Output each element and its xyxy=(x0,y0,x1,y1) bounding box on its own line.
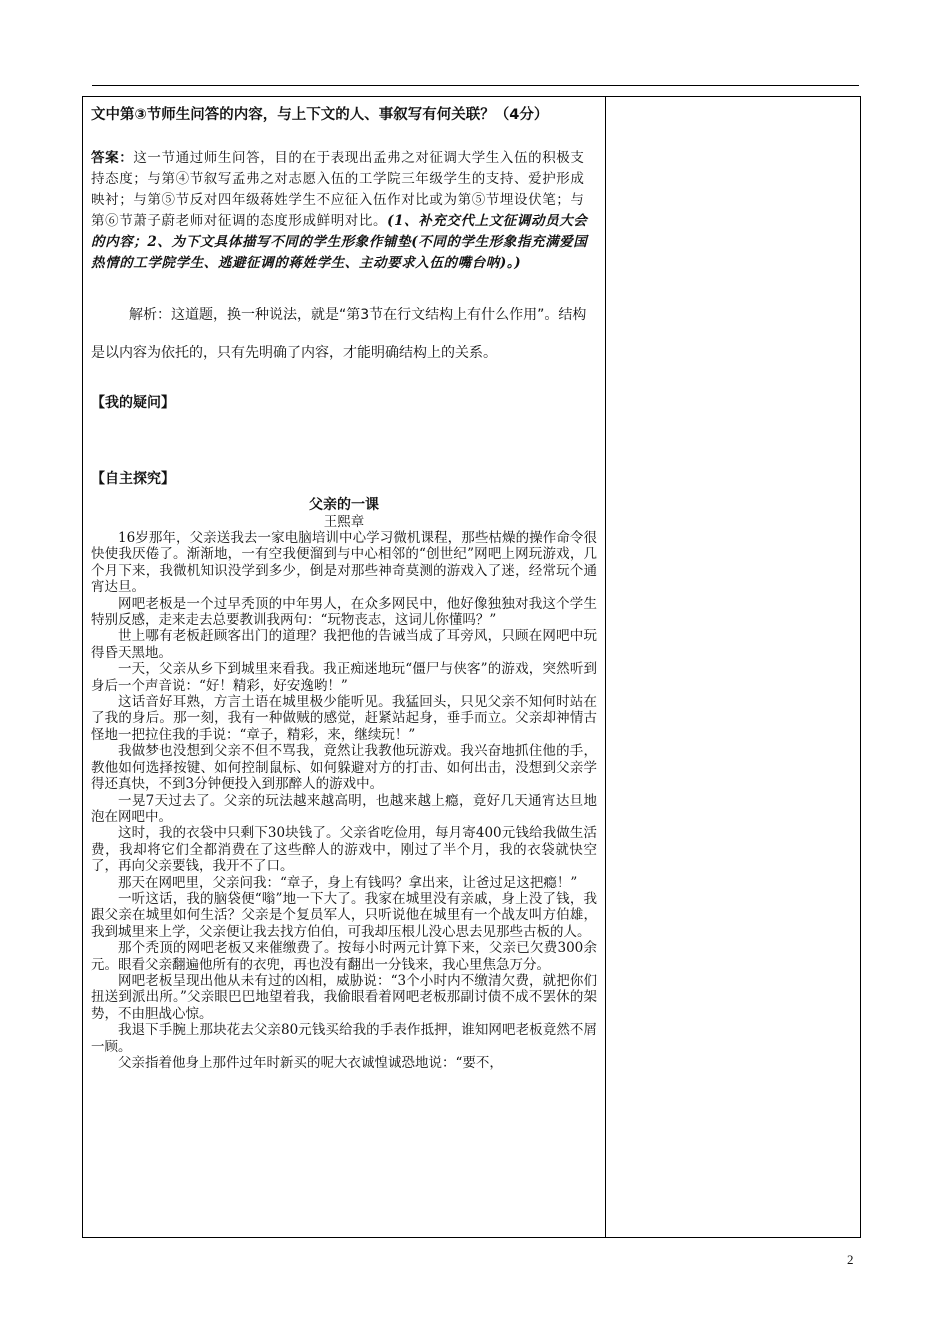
story-paragraph: 这时，我的衣袋中只剩下30块钱了。父亲省吃俭用，每月寄400元钱给我做生活费，我却将它们全都消费在了这些醉人的游戏中，刚过了半个月，我的衣袋就快空了，再向父亲要钱，我开不了口。 xyxy=(91,825,597,875)
story-paragraph: 一听这话，我的脑袋便“嗡”地一下大了。我家在城里没有亲戚，身上没了钱，我跟父亲在城里如何生活？父亲是个复员军人，只听说他在城里有一个战友叫方伯雄，我到城里来上学，父亲便让我去找方伯伯，可我却压根儿没心思去见那些古板的人。 xyxy=(91,890,597,940)
answer-block xyxy=(91,148,597,274)
page-number: 2 xyxy=(847,1252,854,1267)
story-paragraph: 网吧老板是一个过早秃顶的中年男人，在众多网民中，他好像独独对我这个学生特别反感，走来走去总要教训我两句：“玩物丧志，这词儿你懂吗？” xyxy=(91,595,597,629)
column-divider xyxy=(605,97,606,1237)
story-paragraph: 世上哪有老板赶顾客出门的道理？我把他的告诫当成了耳旁风，只顾在网吧中玩得昏天黑地。 xyxy=(91,628,597,661)
header-rule xyxy=(92,85,859,86)
analysis-text: 解析：这道题，换一种说法，就是“第3节在行文结构上有什么作用”。结构是以内容为依托的，只有先明确了内容，才能明确结构上的关系。 xyxy=(91,307,587,361)
content-column xyxy=(91,105,597,1071)
answer-emphasis: (1、补充交代上文征调动员大会的内容；2、为下文具体描写不同的学生形象作铺垫(不同的学生形象指充满爱国热情的工学院学生、逃避征调的蒋姓学生、主动要求入伍的嘴台呐)。) xyxy=(91,213,588,271)
story-paragraph: 父亲指着他身上那件过年时新买的呢大衣诚惶诚恐地说：“要不， xyxy=(118,1055,503,1071)
story-paragraph: 我退下手腕上那块花去父亲80元钱买给我的手表作抵押，谁知网吧老板竟然不屑一顾。 xyxy=(91,1022,597,1055)
story-body xyxy=(91,530,597,1071)
story-paragraph: 这话音好耳熟，方言土语在城里极少能听见。我猛回头，只见父亲不知何时站在了我的身后。那一刻，我有一种做贼的感觉，赶紧站起身，垂手而立。父亲却神情古怪地一把拉住我的手说：“章子，精彩，来，继续玩！” xyxy=(91,694,597,743)
worksheet-table xyxy=(82,96,861,1238)
story-paragraph: 一天，父亲从乡下到城里来看我。我正痴迷地玩“僵尸与侠客”的游戏，突然听到身后一个声音说：“好！精彩，好安逸哟！” xyxy=(91,661,597,694)
answer-text: 这一节通过师生问答，目的在于表现出孟弗之对征调大学生入伍的积极支持态度；与第④节叙写孟弗之对志愿入伍的工学院三年级学生的支持、爱护形成映衬；与第⑤节反对四年级蒋姓学生不应征入伍作对比或为第⑤节埋设伏笔；与第⑥节萧子蔚老师对征调的态度形成鲜明对比。 xyxy=(91,150,585,229)
story-paragraph: 16岁那年，父亲送我去一家电脑培训中心学习微机课程，那些枯燥的操作命令很快使我厌倦了。渐渐地，一有空我便溜到与中心相邻的“创世纪”网吧上网玩游戏，几个月下来，我微机知识没学到多少，倒是对那些神奇莫测的游戏入了迷，经常玩个通宵达旦。 xyxy=(91,530,597,596)
story-paragraph: 那天在网吧里，父亲问我：“章子，身上有钱吗？拿出来，让爸过足这把瘾！” xyxy=(118,874,578,891)
story-title: 父亲的一课 xyxy=(309,497,379,513)
story-paragraph: 网吧老板呈现出他从未有过的凶相，威胁说：“3个小时内不缴清欠费，就把你们扭送到派出所。”父亲眼巴巴地望着我，我偷眼看着网吧老板那副讨债不成不罢休的架势，不由胆战心惊。 xyxy=(91,972,597,1022)
story-author: 王熙章 xyxy=(323,514,365,530)
story-paragraph: 一晃7天过去了。父亲的玩法越来越高明，也越来越上瘾，竟好几天通宵达旦地泡在网吧中。 xyxy=(91,792,597,825)
answer-label: 答案： xyxy=(91,150,134,166)
section-my-questions: 【我的疑问】 xyxy=(91,395,175,411)
section-self-exploration: 【自主探究】 xyxy=(91,471,175,487)
story-paragraph: 那个秃顶的网吧老板又来催缴费了。按每小时两元计算下来，父亲已欠费300余元。眼看父亲翻遍他所有的衣兜，再也没有翻出一分钱来，我心里焦急万分。 xyxy=(91,940,597,973)
question-text: 文中第③节师生问答的内容，与上下文的人、事叙写有何关联？（4分） xyxy=(91,107,549,123)
story-paragraph: 我做梦也没想到父亲不但不骂我，竟然让我教他玩游戏。我兴奋地抓住他的手，教他如何选择按键、如何控制鼠标、如何躲避对方的打击、如何出击，没想到父亲学得还真快，不到3分钟便投入到那醉人的游戏中。 xyxy=(91,743,597,793)
